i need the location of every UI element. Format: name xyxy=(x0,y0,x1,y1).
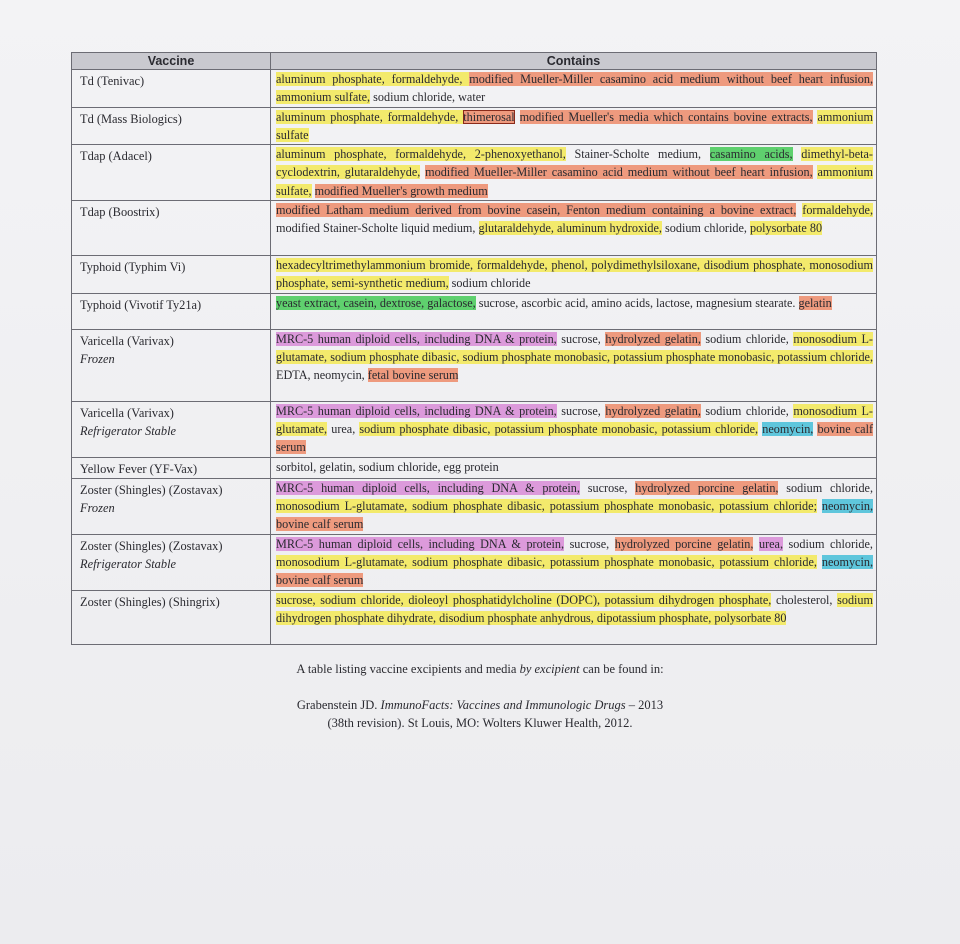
contains-cell xyxy=(271,256,877,294)
ingredient-text: sucrose, ascorbic acid, amino acids, lactose, magnesium stearate. xyxy=(475,295,799,310)
highlighted-ingredient-yellow: hexadecyltrimethylammonium bromide, formaldehyde, phenol, polydimethylsiloxane, disodium phosphate, monosodium phosphate, semi-synthetic medium, xyxy=(276,258,873,291)
vaccine-storage-note: Refrigerator Stable xyxy=(80,557,177,572)
highlighted-ingredient-yellow: formaldehyde, xyxy=(802,203,874,218)
vaccine-name: Zoster (Shingles) (Zostavax) xyxy=(80,482,223,497)
contains-cell xyxy=(271,201,877,256)
highlighted-ingredient-orange: bovine calf serum xyxy=(276,421,874,455)
ingredient-text: sodium chloride, water xyxy=(370,90,486,105)
vaccine-storage-note: Frozen xyxy=(80,351,115,366)
highlighted-ingredient-orange: hydrolyzed gelatin, xyxy=(605,403,701,418)
table-row xyxy=(72,401,877,457)
note-text: A table listing vaccine excipients and media xyxy=(296,662,520,676)
table-row xyxy=(72,107,877,145)
contains-cell xyxy=(271,590,877,644)
vaccine-name-cell xyxy=(72,201,271,256)
citation-line-1 xyxy=(0,698,960,713)
highlighted-ingredient-orange: fetal bovine serum xyxy=(367,368,459,383)
vaccine-name: Typhoid (Typhim Vi) xyxy=(80,260,186,275)
contains-cell xyxy=(271,329,877,401)
highlighted-ingredient-yellow: monosodium L-glutamate, xyxy=(276,403,873,436)
highlighted-ingredient-yellow: aluminum phosphate, formaldehyde, xyxy=(276,72,470,86)
contains-cell xyxy=(271,478,877,534)
highlighted-ingredient-yellow: monosodium L-glutamate, sodium phosphate dibasic, sodium phosphate monobasic, potassium phosphate monobasic, potassium chloride, xyxy=(276,331,873,364)
header-vaccine: Vaccine xyxy=(72,53,271,70)
highlighted-ingredient-yellow: glutaraldehyde, aluminum hydroxide, xyxy=(478,221,662,236)
table-row xyxy=(72,201,877,256)
ingredient-text: EDTA, neomycin, xyxy=(276,368,368,383)
highlighted-ingredient-orange: modified Mueller's media which contains bovine extracts, xyxy=(519,109,813,124)
highlighted-ingredient-green: yeast extract, casein, dextrose, galactose, xyxy=(276,295,476,310)
vaccine-storage-note: Frozen xyxy=(80,501,115,516)
vaccine-name-cell xyxy=(72,293,271,329)
highlighted-ingredient-orange: modified Mueller-Miller casamino acid medium without beef heart infusion, xyxy=(469,72,873,86)
highlighted-ingredient-yellow: aluminum phosphate, formaldehyde, 2-phenoxyethanol, xyxy=(276,147,566,162)
vaccine-name: Zoster (Shingles) (Zostavax) xyxy=(80,538,223,553)
table-row xyxy=(72,534,877,590)
table-row xyxy=(72,70,877,108)
ingredient-text: sodium chloride, xyxy=(783,536,873,551)
highlighted-ingredient-yellow: ammonium sulfate xyxy=(276,109,874,142)
vaccine-name-cell xyxy=(72,329,271,401)
contains-cell xyxy=(271,457,877,478)
vaccine-name-cell xyxy=(72,70,271,108)
highlighted-ingredient-orange: hydrolyzed gelatin, xyxy=(605,331,701,346)
contains-cell xyxy=(271,145,877,201)
ingredient-text: urea, xyxy=(327,421,360,436)
contains-cell xyxy=(271,293,877,329)
ingredient-text: sodium chloride, xyxy=(700,403,794,418)
table-row xyxy=(72,590,877,644)
ingredient-text: sucrose, xyxy=(556,403,606,418)
vaccine-name-cell xyxy=(72,534,271,590)
highlighted-ingredient-green: casamino acids, xyxy=(709,147,793,162)
highlighted-ingredient-orange: bovine calf serum xyxy=(276,573,364,588)
highlighted-ingredient-orange: hydrolyzed porcine gelatin, xyxy=(614,536,754,551)
citation-year: – 2013 xyxy=(625,698,664,712)
highlighted-ingredient-blue: neomycin, xyxy=(762,421,814,436)
highlighted-ingredient-yellow: aluminum phosphate, formaldehyde, xyxy=(276,109,464,124)
vaccine-name-cell xyxy=(72,401,271,457)
table-header-row xyxy=(72,53,877,70)
ingredient-text: cholesterol, xyxy=(771,592,838,607)
vaccine-name: Typhoid (Vivotif Ty21a) xyxy=(80,297,202,312)
ingredient-text: sodium chloride, xyxy=(661,221,750,236)
highlighted-ingredient-pink: MRC-5 human diploid cells, including DNA & protein, xyxy=(276,403,557,418)
citation-publisher: (38th revision). St Louis, MO: Wolters Kluwer Health, 2012. xyxy=(327,716,633,730)
ingredient-text: Stainer-Scholte medium, xyxy=(565,147,710,162)
highlighted-ingredient-yellow: polysorbate 80 xyxy=(749,221,823,236)
ingredient-text xyxy=(793,147,802,161)
ingredient-text: sodium chloride, xyxy=(778,480,873,495)
header-contains: Contains xyxy=(271,53,877,70)
vaccine-name-cell xyxy=(72,145,271,201)
highlighted-ingredient-yellow: sodium dihydrogen phosphate dihydrate, disodium phosphate anhydrous, dipotassium phosphate, polysorbate 80 xyxy=(276,592,873,625)
ingredient-text: sucrose, xyxy=(564,536,615,551)
highlighted-ingredient-yellow: sodium phosphate dibasic, potassium phosphate monobasic, potassium chloride, xyxy=(359,421,759,436)
vaccine-name: Varicella (Varivax) xyxy=(80,405,174,420)
vaccine-name: Tdap (Boostrix) xyxy=(80,205,160,220)
table-row xyxy=(72,329,877,401)
note-emphasis: by excipient xyxy=(519,662,580,676)
highlighted-ingredient-orange: modified Mueller's growth medium xyxy=(314,183,488,198)
table-row xyxy=(72,293,877,329)
contains-cell xyxy=(271,70,877,108)
highlighted-ingredient-blue: neomycin, xyxy=(821,555,873,570)
highlighted-ingredient-pink: MRC-5 human diploid cells, including DNA & protein, xyxy=(276,536,565,551)
vaccine-name: Varicella (Varivax) xyxy=(80,333,174,348)
highlighted-ingredient-orange: thimerosal xyxy=(463,109,515,124)
highlighted-ingredient-yellow: ammonium sulfate, xyxy=(276,165,874,198)
vaccine-name: Td (Mass Biologics) xyxy=(80,111,182,126)
ingredient-text: sorbitol, gelatin, sodium chloride, egg protein xyxy=(276,459,499,474)
highlighted-ingredient-blue: neomycin, xyxy=(821,499,873,514)
table-row xyxy=(72,457,877,478)
table-row xyxy=(72,145,877,201)
table-row xyxy=(72,478,877,534)
highlighted-ingredient-orange: hydrolyzed porcine gelatin, xyxy=(635,480,779,495)
ingredient-text: sucrose, xyxy=(579,480,636,495)
citation-author: Grabenstein JD. xyxy=(296,698,381,712)
highlighted-ingredient-yellow: ammonium sulfate, xyxy=(276,90,371,105)
ingredient-text: sodium chloride xyxy=(448,276,531,291)
reference-note-line-1 xyxy=(0,662,960,677)
note-text: can be found in: xyxy=(579,662,664,676)
vaccine-ingredients-table xyxy=(71,52,877,645)
vaccine-name: Yellow Fever (YF-Vax) xyxy=(80,461,198,476)
citation-line-2 xyxy=(0,716,960,731)
contains-cell xyxy=(271,401,877,457)
vaccine-name-cell xyxy=(72,590,271,644)
vaccine-name: Td (Tenivac) xyxy=(80,74,145,88)
contains-cell xyxy=(271,534,877,590)
contains-cell xyxy=(271,107,877,145)
vaccine-name: Tdap (Adacel) xyxy=(80,149,152,164)
highlighted-ingredient-pink: MRC-5 human diploid cells, including DNA & protein, xyxy=(276,331,557,346)
ingredient-text: modified Stainer-Scholte liquid medium, xyxy=(276,221,479,236)
highlighted-ingredient-orange: modified Mueller-Miller casamino acid medium without beef heart infusion, xyxy=(425,165,813,180)
highlighted-ingredient-orange: modified Latham medium derived from bovine casein, Fenton medium containing a bovine extract, xyxy=(276,203,797,218)
citation-title: ImmunoFacts: Vaccines and Immunologic Drugs xyxy=(380,698,626,712)
vaccine-name-cell xyxy=(72,256,271,294)
vaccine-name: Zoster (Shingles) (Shingrix) xyxy=(80,594,220,609)
highlighted-ingredient-pink: MRC-5 human diploid cells, including DNA & protein, xyxy=(276,480,580,495)
vaccine-name-cell xyxy=(72,107,271,145)
table-row xyxy=(72,256,877,294)
ingredient-text xyxy=(515,110,520,124)
vaccine-name-cell xyxy=(72,478,271,534)
table-body xyxy=(72,70,877,645)
highlighted-ingredient-orange: gelatin xyxy=(798,295,832,310)
ingredient-text: sucrose, xyxy=(556,331,606,346)
vaccine-name-cell xyxy=(72,457,271,478)
ingredient-text: sodium chloride, xyxy=(700,331,794,346)
highlighted-ingredient-yellow: sucrose, sodium chloride, dioleoyl phosphatidylcholine (DOPC), potassium dihydrogen phosphate, xyxy=(276,592,772,607)
highlighted-ingredient-yellow: monosodium L-glutamate, sodium phosphate dibasic, potassium phosphate monobasic, potassium chloride, xyxy=(276,555,817,570)
vaccine-storage-note: Refrigerator Stable xyxy=(80,423,177,438)
highlighted-ingredient-orange: bovine calf serum xyxy=(276,517,364,532)
highlighted-ingredient-yellow: dimethyl-beta-cyclodextrin, glutaraldehyde, xyxy=(276,147,873,180)
highlighted-ingredient-pink: urea, xyxy=(758,536,783,551)
highlighted-ingredient-yellow: monosodium L-glutamate, sodium phosphate dibasic, potassium phosphate monobasic, potassium chloride; xyxy=(276,499,817,514)
